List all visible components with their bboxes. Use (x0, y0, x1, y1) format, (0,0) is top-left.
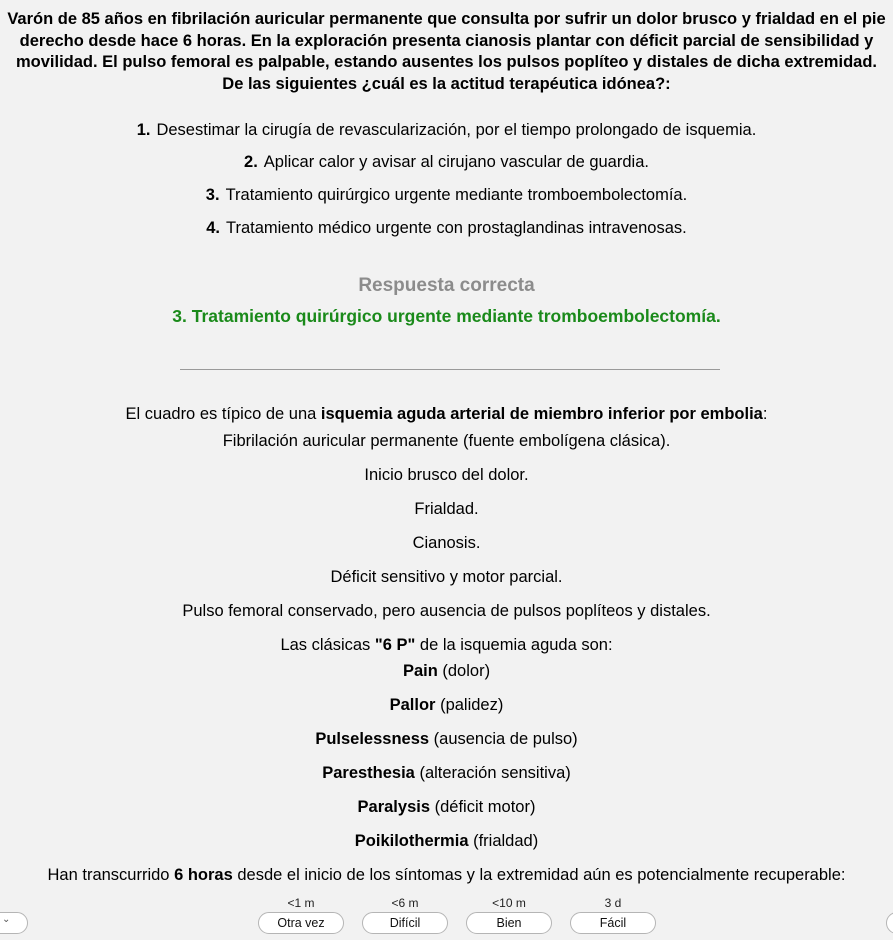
six-p-desc: (alteración sensitiva) (414, 764, 571, 782)
option-text: Tratamiento quirúrgico urgente mediante tromboembolectomía. (225, 186, 688, 204)
option-text: Desestimar la cirugía de revascularización, por el tiempo prolongado de isquemia. (156, 121, 757, 139)
option-1 (0, 120, 893, 140)
six-p-desc: (déficit motor) (430, 798, 536, 816)
intro-prefix: El cuadro es típico de una (125, 405, 321, 423)
explanation-line: Cianosis. (412, 534, 481, 552)
six-p-prefix: Las clásicas (280, 636, 375, 654)
six-p-item (0, 797, 893, 817)
option-3 (0, 185, 893, 205)
six-p-term: Paresthesia (322, 764, 415, 782)
divider (180, 369, 720, 370)
six-p-term: Pulselessness (315, 730, 430, 748)
explanation-line: Frialdad. (414, 500, 479, 518)
answer-heading: Respuesta correcta (358, 275, 535, 296)
six-p-item (0, 729, 893, 749)
option-2 (0, 152, 893, 172)
explanation-line: Inicio brusco del dolor. (364, 466, 529, 484)
again-button[interactable]: Otra vez (258, 912, 344, 934)
six-p-item (0, 695, 893, 715)
six-p-desc: (frialdad) (468, 832, 539, 850)
six-p-item (0, 763, 893, 783)
option-text: Aplicar calor y avisar al cirujano vascular de guardia. (263, 153, 649, 171)
intro-suffix: : (762, 405, 768, 423)
option-number: 4. (206, 219, 220, 237)
closing-prefix: Han transcurrido (47, 866, 175, 884)
easy-button[interactable]: Fácil (570, 912, 656, 934)
closing-bold: 6 horas (174, 866, 233, 884)
closing-suffix: desde el inicio de los síntomas y la extremidad aún es potencialmente recuperable: (232, 866, 846, 884)
six-p-desc: (dolor) (437, 662, 491, 680)
six-p-bold: "6 P" (374, 636, 416, 654)
question-text: Varón de 85 años en fibrilación auricular permanente que consulta por sufrir un dolor brusco y frialdad en el pie derecho desde hace 6 horas. En la exploración presenta cianosis plantar con déficit parcial de sensibilidad y movilidad. El pulso femoral es palpable, estando ausentes los pulsos poplíteo y distales de dicha extremidad. De las siguientes ¿cuál es la actitud terapéutica idónea?: (7, 10, 886, 93)
six-p-desc: (ausencia de pulso) (429, 730, 578, 748)
more-button[interactable] (886, 912, 893, 934)
time-label-easy: 3 d (604, 896, 622, 910)
option-number: 2. (244, 153, 258, 171)
review-bar (0, 888, 893, 940)
explanation-line: Fibrilación auricular permanente (fuente embolígena clásica). (222, 432, 671, 450)
option-4 (0, 218, 893, 238)
explanation-intro (0, 404, 893, 424)
six-p-desc: (palidez) (435, 696, 504, 714)
good-button[interactable]: Bien (466, 912, 552, 934)
option-text: Tratamiento médico urgente con prostaglandinas intravenosas. (226, 219, 687, 237)
explanation-line: Déficit sensitivo y motor parcial. (330, 568, 563, 586)
six-p-term: Pain (402, 662, 438, 680)
time-label-hard: <6 m (391, 896, 419, 910)
time-label-again: <1 m (287, 896, 315, 910)
explanation-line: Pulso femoral conservado, pero ausencia de pulsos poplíteos y distales. (182, 602, 711, 620)
option-number: 1. (136, 121, 151, 139)
chevron-down-icon: ⌄ (2, 914, 11, 925)
six-p-term: Paralysis (357, 798, 431, 816)
hard-button[interactable]: Difícil (362, 912, 448, 934)
six-p-intro (0, 635, 893, 655)
six-p-item (0, 831, 893, 851)
six-p-suffix: de la isquemia aguda son: (415, 636, 613, 654)
time-label-good: <10 m (492, 896, 526, 910)
six-p-item (0, 661, 893, 681)
option-number: 3. (205, 186, 220, 204)
six-p-term: Poikilothermia (354, 832, 469, 850)
explanation-closing (0, 865, 893, 885)
six-p-term: Pallor (389, 696, 436, 714)
answer-text: 3. Tratamiento quirúrgico urgente mediante tromboembolectomía. (172, 306, 721, 326)
intro-bold: isquemia aguda arterial de miembro inferior por embolia (320, 405, 763, 423)
